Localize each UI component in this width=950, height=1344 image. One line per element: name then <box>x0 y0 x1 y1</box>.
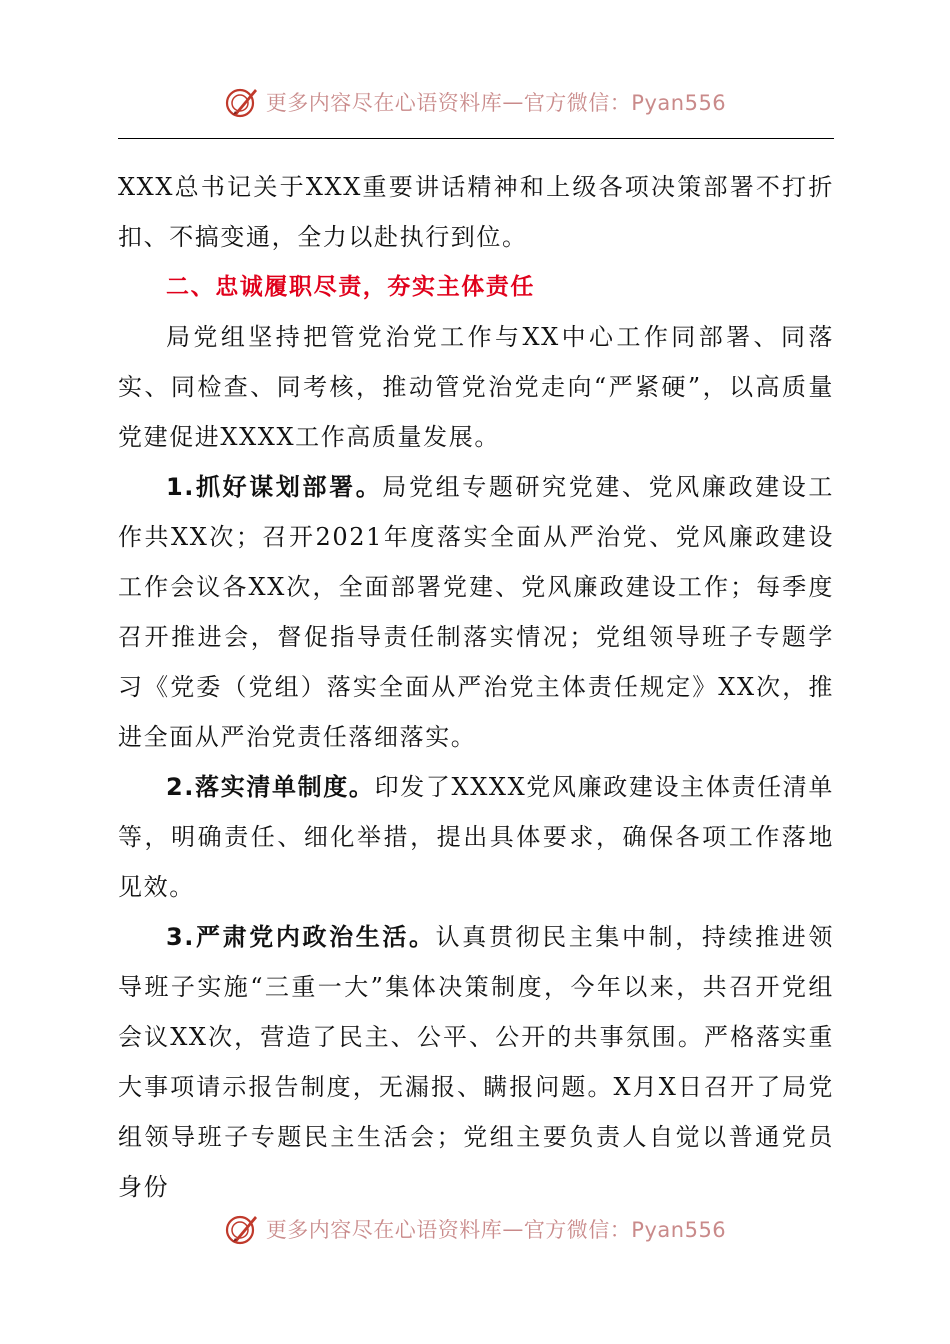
footer-brand-text: 更多内容尽在心语资料库 <box>265 1218 503 1242</box>
item-3-text: 认真贯彻民主集中制，持续推进领导班子实施“三重一大”集体决策制度，今年以来，共召开党组会议XX次，营造了民主、公平、公开的共事氛围。严格落实重大事项请示报告制度，无漏报、瞒报问题。X月X日召开了局党组领导班子专题民主生活会；党组主要负责人自觉以普通党员身份 <box>118 923 835 1201</box>
section-heading-2: 二、忠诚履职尽责，夯实主体责任 <box>166 274 535 300</box>
page-header <box>0 82 950 122</box>
wechat-text: 官方微信：Pyan556 <box>523 91 727 115</box>
pen-logo-icon <box>224 84 260 120</box>
item-1-text: 局党组专题研究党建、党风廉政建设工作共XX次；召开2021年度落实全面从严治党、党风廉政建设工作会议各XX次，全面部署党建、党风廉政建设工作；每季度召开推进会，督促指导责任制落实情况；党组领导班子专题学习《党委（党组）落实全面从严治党主体责任规定》XX次，推进全面从严治党责任落细落实。 <box>118 473 835 751</box>
item-3-title: 3.严肃党内政治生活。 <box>166 923 436 951</box>
watermark-banner <box>224 84 726 120</box>
header-rule <box>118 138 834 139</box>
item-1-title: 1.抓好谋划部署。 <box>166 473 383 501</box>
document-body <box>118 162 834 1212</box>
footer-brand-dash: — <box>502 1217 524 1241</box>
item-2-title: 2.落实清单制度。 <box>166 773 375 801</box>
item-2-text: 印发了XXXX党风廉政建设主体责任清单等，明确责任、细化举措，提出具体要求，确保各项工作落地见效。 <box>118 773 834 901</box>
list-item-1 <box>118 462 834 762</box>
paragraph-2: 局党组坚持把管党治党工作与XX中心工作同部署、同落实、同检查、同考核，推动管党治党走向“严紧硬”，以高质量党建促进XXXX工作高质量发展。 <box>118 323 834 451</box>
list-item-3 <box>118 912 834 1212</box>
page-footer <box>0 1209 950 1249</box>
brand-dash: — <box>502 90 524 114</box>
footer-wechat-text: 官方微信：Pyan556 <box>523 1218 727 1242</box>
paragraph-1: XXX总书记关于XXX重要讲话精神和上级各项决策部署不打折扣、不搞变通，全力以赴执行到位。 <box>118 173 834 251</box>
watermark-banner-footer <box>224 1211 726 1247</box>
brand-text: 更多内容尽在心语资料库 <box>265 91 503 115</box>
pen-logo-icon <box>224 1211 260 1247</box>
list-item-2 <box>118 762 834 912</box>
